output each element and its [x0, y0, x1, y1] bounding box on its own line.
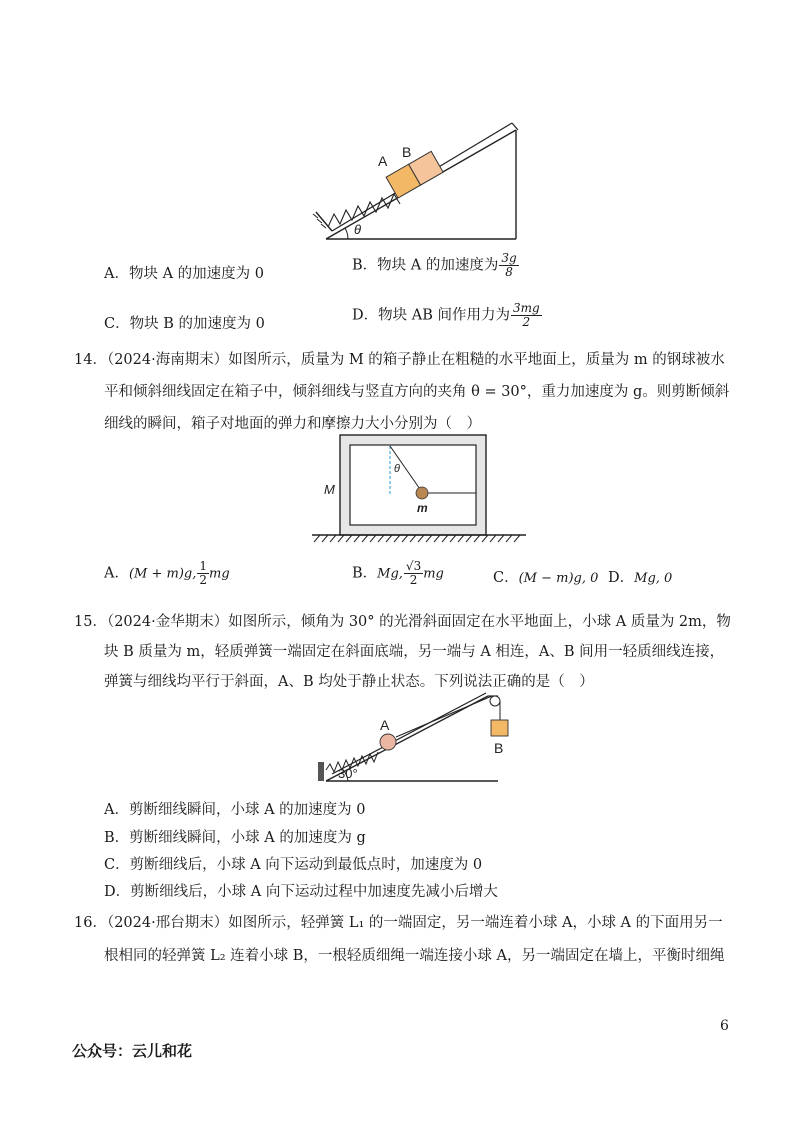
q13-option-b[interactable] [352, 252, 519, 279]
q14-option-a-prefix: A． [104, 565, 129, 582]
q15-number: 15． [74, 614, 107, 630]
q14-option-a[interactable] [104, 560, 230, 587]
label-30deg: 30° [338, 766, 358, 781]
q14-option-c-prefix: C． [493, 570, 519, 586]
q14-option-a-expr: (M + m)g, [128, 566, 197, 582]
q13-option-b-text: B．物块 A 的加速度为 [352, 257, 499, 274]
label-ball-a: A [380, 717, 390, 733]
q14-option-c-expr: (M − m)g, 0 [518, 571, 599, 586]
q14-option-c[interactable] [493, 566, 598, 587]
q13-option-d-denominator: 2 [522, 315, 531, 329]
q13-option-a[interactable]: A．物块 A 的加速度为 0 [104, 266, 264, 282]
q14-text-1: （2024·海南期末）如图所示，质量为 M 的箱子静止在粗糙的水平地面上，质量为 m 的钢球被水 [106, 352, 725, 368]
q13-option-b-numerator: 3g [501, 251, 517, 265]
q14-option-b-prefix: B． [352, 565, 378, 582]
q14-option-d-expr: Mg, 0 [634, 571, 673, 586]
q14-option-a-suffix: mg [209, 566, 230, 582]
q13-option-d-numerator: 3mg [512, 301, 540, 315]
q14-option-b-denominator: 2 [409, 573, 418, 587]
label-M: M [324, 482, 335, 497]
figure-incline-pulley [312, 690, 532, 790]
q15-text-1: （2024·金华期末）如图所示，倾角为 30° 的光滑斜面固定在水平地面上，小球 A 质量为 2m，物 [106, 614, 731, 630]
label-block-b: B [402, 144, 412, 160]
label-m: m [417, 501, 428, 515]
q15-stem-line2: 块 B 质量为 m，轻质弹簧一端固定在斜面底端，另一端与 A 相连，A、B 间用一轻质细线连接， [104, 644, 725, 660]
q13-option-b-denominator: 8 [505, 265, 513, 279]
figure-box-ball [310, 430, 530, 550]
figure-incline-blocks [310, 100, 540, 245]
label-theta-box: θ [394, 463, 400, 475]
q15-option-d[interactable]: D．剪断细线后，小球 A 向下运动过程中加速度先减小后增大 [104, 884, 498, 900]
q15-stem-line3: 弹簧与细线均平行于斜面，A、B 均处于静止状态。下列说法正确的是（ ） [104, 674, 594, 690]
q14-option-a-numerator: 1 [199, 559, 208, 573]
q16-stem-line1 [74, 911, 723, 932]
label-block-b2: B [494, 740, 504, 756]
q14-option-b-numerator: √3 [405, 559, 422, 573]
q14-option-a-denominator: 2 [199, 573, 208, 587]
q14-stem-line2: 平和倾斜细线固定在箱子中，倾斜细线与竖直方向的夹角 θ = 30°，重力加速度为 g。则剪断倾斜 [104, 384, 730, 400]
label-block-a: A [378, 153, 388, 169]
q15-option-c[interactable]: C．剪断细线后，小球 A 向下运动到最低点时，加速度为 0 [104, 857, 483, 873]
q13-option-c[interactable]: C．物块 B 的加速度为 0 [104, 316, 265, 332]
q14-option-b[interactable] [352, 560, 444, 587]
label-theta: θ [354, 222, 362, 237]
q14-number: 14． [74, 352, 107, 368]
q15-option-b[interactable]: B．剪断细线瞬间，小球 A 的加速度为 g [104, 830, 366, 846]
q13-option-d-text: D．物块 AB 间作用力为 [352, 307, 510, 324]
q14-option-b-suffix: mg [423, 566, 444, 582]
q15-option-a[interactable]: A．剪断细线瞬间，小球 A 的加速度为 0 [104, 802, 366, 818]
q14-stem-line1 [74, 348, 725, 369]
page-number: 6 [720, 1018, 729, 1034]
q16-number: 16． [74, 915, 107, 931]
footer-text: 公众号：云儿和花 [72, 1042, 193, 1060]
q14-option-b-expr: Mg, [377, 566, 403, 582]
q16-stem-line2: 根相同的轻弹簧 L₂ 连着小球 B，一根轻质细绳一端连接小球 A，另一端固定在墙上，平衡时细绳 [104, 948, 725, 964]
q14-stem-line3: 细线的瞬间，箱子对地面的弹力和摩擦力大小分别为（ ） [104, 416, 481, 432]
q13-option-d[interactable] [352, 302, 542, 329]
q14-option-d[interactable] [608, 566, 672, 587]
q16-text-1: （2024·邢台期末）如图所示，轻弹簧 L₁ 的一端固定，另一端连着小球 A，小球 A 的下面用另一 [106, 915, 723, 931]
q14-option-d-prefix: D． [608, 570, 635, 586]
q15-stem-line1 [74, 610, 731, 631]
